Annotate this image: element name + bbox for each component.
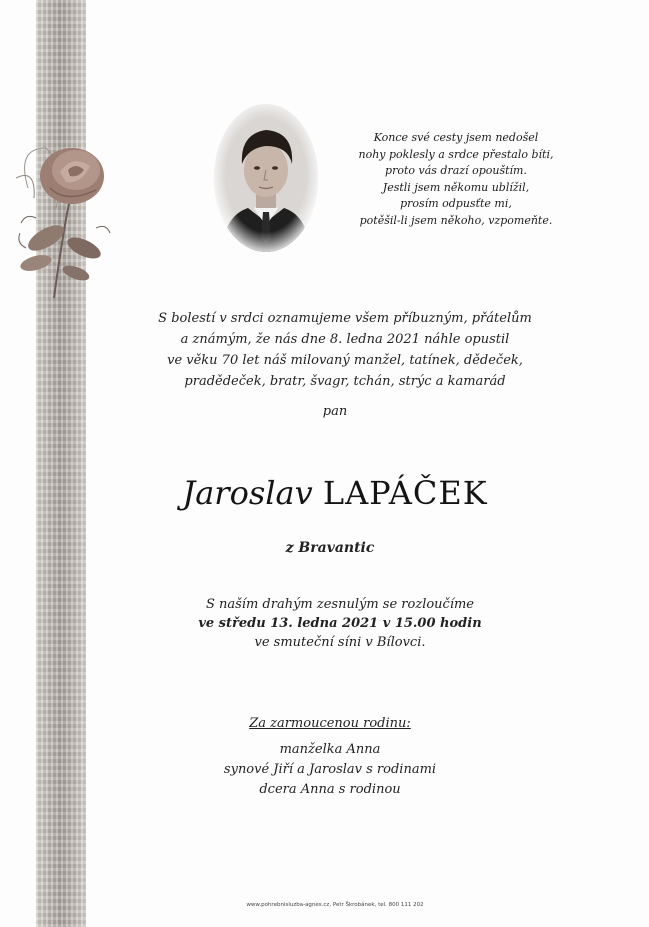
announcement-line: S bolestí v srdci oznamujeme všem příbuzným, přátelům <box>158 311 532 326</box>
announcement-line: a známým, že nás dne 8. ledna 2021 náhle opustil <box>180 332 510 347</box>
family-header: Za zarmoucenou rodinu: <box>249 716 411 731</box>
ceremony-place: ve smuteční síni v Bílovci. <box>254 635 426 650</box>
deceased-first-name: Jaroslav <box>182 474 313 512</box>
deceased-last-name: LAPÁČEK <box>322 474 488 512</box>
poem-line: nohy poklesly a srdce přestalo bíti, <box>358 147 554 161</box>
deceased-name <box>110 473 560 513</box>
farewell-poem <box>340 130 572 229</box>
poem-line: Jestli jsem někomu ublížil, <box>382 180 530 194</box>
poem-line: Konce své cesty jsem nedošel <box>373 131 539 144</box>
family-signature <box>180 714 480 800</box>
poem-line: prosím odpusťte mi, <box>400 197 512 210</box>
family-member: synové Jiří a Jaroslav s rodinami <box>223 762 437 777</box>
title-word: pan <box>322 404 348 419</box>
announcement-line: ve věku 70 let náš milovaný manžel, tatínek, dědeček, <box>167 353 523 368</box>
portrait-photo <box>214 104 318 252</box>
family-member: manželka Anna <box>279 742 381 757</box>
poem-line: potěšil-li jsem někoho, vzpomeňte. <box>359 213 553 227</box>
funeral-service-footer: www.pohrebnisluzba-agnes.cz, Petr Škrobánek, tel. 800 111 202 <box>246 902 424 908</box>
announcement-line: pradědeček, bratr, švagr, tchán, strýc a kamarád <box>184 374 506 389</box>
announcement-text <box>110 308 580 392</box>
poem-line: proto vás drazí opouštím. <box>385 164 527 177</box>
family-member: dcera Anna s rodinou <box>259 782 401 797</box>
ceremony-details <box>130 595 550 652</box>
rose-icon <box>6 128 134 308</box>
deceased-origin: z Bravantic <box>285 540 375 556</box>
ceremony-line: S naším drahým zesnulým se rozloučíme <box>205 597 475 612</box>
ceremony-date: ve středu 13. ledna 2021 v 15.00 hodin <box>198 616 482 631</box>
